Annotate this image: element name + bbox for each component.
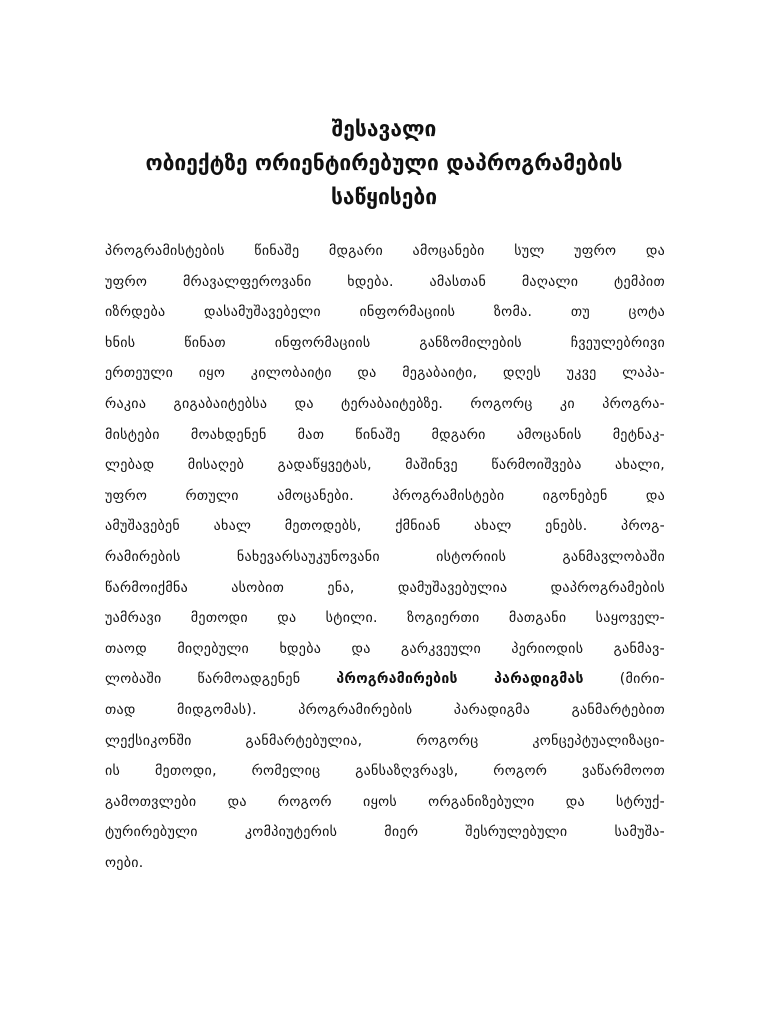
text-line: ხნის წინათ ინფორმაციის განზომილების ჩვეულებრივი (105, 334, 665, 351)
text-line: წარმოიქმნა ასობით ენა, დამუშავებულია დაპროგრამების (105, 579, 665, 596)
title-line: საწყისები (330, 185, 438, 209)
emphasized-term: პროგრამირების პარადიგმას (336, 671, 584, 688)
text-line: რამირების ნახევარსაუკუნოვანი ისტორიის განმავლობაში (105, 548, 665, 565)
text-fragment: ლობაში წარმოადგენენ (105, 671, 337, 688)
text-line-with-emphasis (105, 664, 665, 695)
text-line: თად მიდგომას). პროგრამირების პარადიგმა განმარტებით (105, 701, 665, 718)
text-line: პროგრამისტების წინაშე მდგარი ამოცანები სულ უფრო და (105, 243, 665, 259)
text-line: ტურირებული კომპიუტერის მიერ შესრულებული სამუშა- (105, 824, 665, 841)
text-line: ოები. (105, 854, 144, 871)
text-line: ლექსიკონში განმარტებულია, როგორც კონცეპტუალიზაცი- (105, 732, 665, 749)
text-line: ის მეთოდი, რომელიც განსაზღვრავს, როგორ ვაწარმოოთ (105, 763, 665, 780)
text-fragment: (მირი- (583, 671, 665, 688)
text-line: მისტები მოახდენენ მათ წინაშე მდგარი ამოცანის მეტნაკ- (105, 426, 665, 443)
text-line: უამრავი მეთოდი და სტილი. ზოგიერთი მათგანი საყოველ- (105, 610, 665, 627)
text-line: ერთეული იყო კილობაიტი და მეგაბაიტი, დღეს უკვე ლაპა- (105, 365, 665, 382)
text-line: ამუშავებენ ახალ მეთოდებს, ქმნიან ახალ ენებს. პროგ- (105, 518, 665, 535)
text-line: თაოდ მიღებული ხდება და გარკვეული პერიოდის განმავ- (105, 640, 665, 657)
text-line: გამოთვლები და როგორ იყოს ორგანიზებული და სტრუქ- (105, 793, 665, 810)
text-line: იზრდება დასამუშავებელი ინფორმაციის ზომა. თუ ცოტა (105, 304, 665, 321)
body-paragraph (105, 236, 665, 878)
text-line: ლებად მისაღებ გადაწყვეტას, მაშინვე წარმოიშვება ახალი, (105, 457, 665, 474)
title-line: შესავალი (331, 117, 437, 141)
title-line: ობიექტზე ორიენტირებული დაპროგრამების (145, 151, 623, 175)
text-line: რაკია გიგაბაიტებსა და ტერაბაიტებზე. როგორც კი პროგრა- (105, 395, 665, 412)
text-line: უფრო რთული ამოცანები. პროგრამისტები იგონებენ და (105, 487, 665, 504)
page-title (60, 112, 708, 214)
text-line: უფრო მრავალფეროვანი ხდება. ამასთან მაღალი ტემპით (105, 273, 665, 290)
